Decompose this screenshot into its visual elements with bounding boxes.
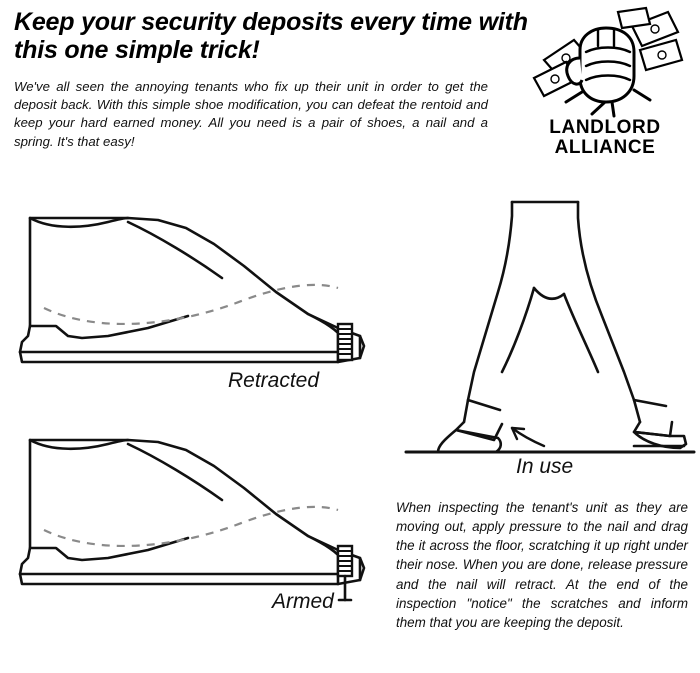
caption-retracted: Retracted xyxy=(228,369,320,392)
landlord-alliance-logo xyxy=(522,6,688,170)
fist-holding-money-icon xyxy=(522,6,688,118)
page-title: Keep your security deposits every time with this one simple trick! xyxy=(14,8,528,64)
shoe-diagram-retracted xyxy=(8,196,388,411)
caption-in-use: In use xyxy=(516,455,574,478)
logo-wordmark xyxy=(522,118,688,158)
legs-walking-diagram xyxy=(398,196,696,486)
logo-line-1: LANDLORD xyxy=(549,117,661,138)
intro-paragraph: We've all seen the annoying tenants who fix up their unit in order to get the deposit back. With this simple shoe modification, you can defeat the rentoid and keep your hard earned money. All you need is a pair of shoes, a nail and a spring. It's that easy! xyxy=(14,79,488,149)
logo-line-2: ALLIANCE xyxy=(554,136,656,158)
caption-armed: Armed xyxy=(272,590,334,613)
instructions-paragraph: When inspecting the tenant's unit as they are moving out, apply pressure to the nail and drag the it across the floor, scratching it up right under their nose. When you are done, release pressure and the nail will retract. At the end of the inspection "notice" the scratches and inform them that you are keeping the deposit. xyxy=(396,500,688,630)
